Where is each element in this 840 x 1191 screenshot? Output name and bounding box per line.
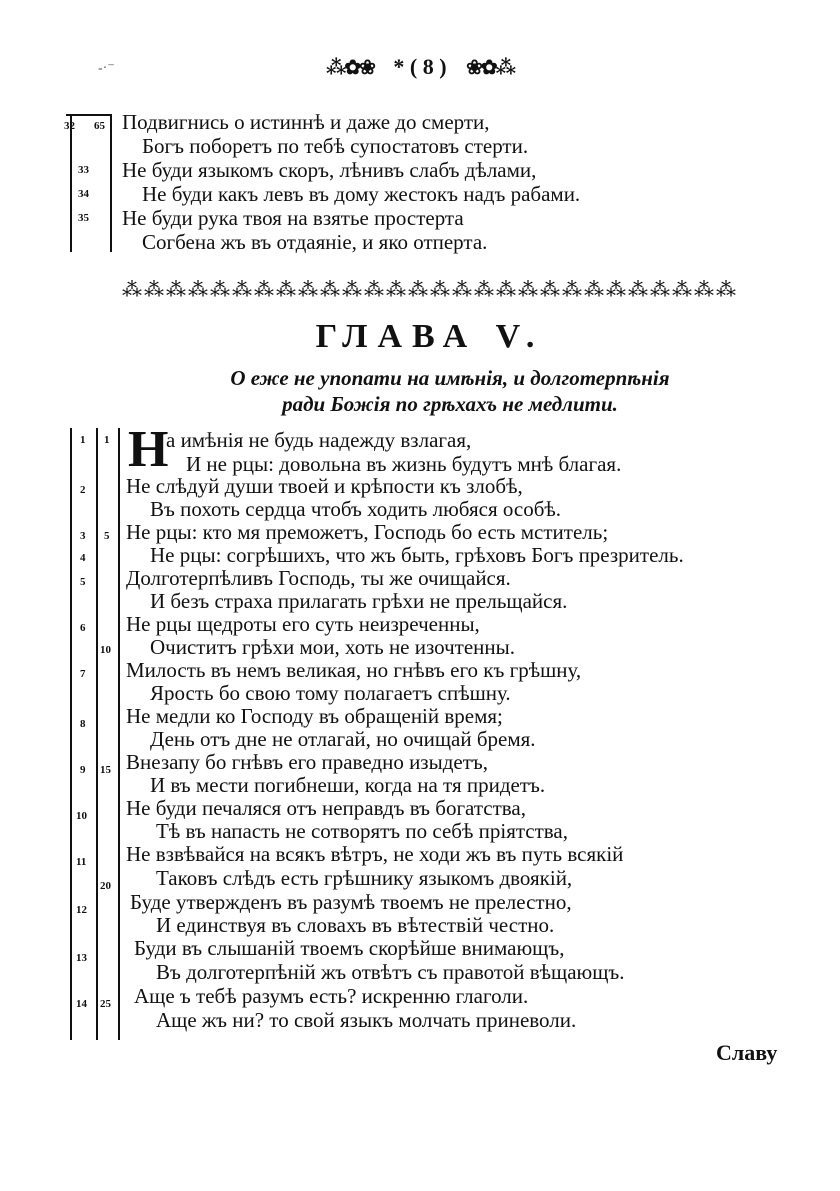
verse-line: Буди въ слышаній твоемъ скорѣйше внимающъ, [134, 936, 565, 960]
verse-line: Не рцы щедроты его суть неизреченны, [126, 612, 480, 636]
verse-number: 32 [64, 120, 75, 132]
verse-line: И не рцы: довольна въ жизнь будутъ мнѣ благая. [186, 452, 622, 476]
verse-line: Не рцы: кто мя преможетъ, Господь бо есть мститель; [126, 520, 609, 544]
line-number: 65 [94, 120, 105, 132]
verse-line: Внезапу бо гнѣвъ его праведно изыдетъ, [126, 750, 489, 774]
page-header [0, 54, 840, 94]
verse-number: 10 [76, 810, 87, 822]
verse-number: 9 [80, 764, 86, 776]
chapter-title: ГЛАВА V. [315, 318, 545, 355]
verse-line: Подвигнись о истиннѣ и даже до смерти, [122, 110, 490, 134]
verse-line: Богъ поборетъ по тебѣ супостатовъ стерти. [142, 134, 529, 158]
verse-number: 1 [80, 434, 86, 446]
verse-number: 2 [80, 484, 86, 496]
line-number: 25 [100, 998, 111, 1010]
line-number: 5 [104, 530, 110, 542]
line-number: 20 [100, 880, 111, 892]
verse-line: Не буди печаляся отъ неправдъ въ богатства, [126, 796, 526, 820]
verse-line: И безъ страха прилагать грѣхи не прельщайся. [150, 589, 568, 613]
verse-line: И единствуя въ словахъ въ вѣтествій честно. [156, 913, 555, 937]
verse-number: 12 [76, 904, 87, 916]
verse-number: 4 [80, 552, 86, 564]
verse-number: 8 [80, 718, 86, 730]
verse-line: Не рцы: согрѣшихъ, что жъ быть, грѣховъ Богъ презритель. [150, 543, 684, 567]
verse-line: Не взвѣвайся на всякъ вѣтръ, не ходи жъ въ путь всякій [126, 842, 624, 866]
margin-rule-inner [96, 428, 98, 1040]
chapter-subtitle-line1: О еже не упопати на имѣнія, и долготерпѣнія [230, 366, 670, 390]
verse-line: И въ мести погибнеши, когда на тя придетъ. [150, 773, 546, 797]
margin-rule-outer-top [70, 114, 72, 252]
verse-line: Не буди рука твоя на взятье простерта [122, 206, 464, 230]
verse-line: Аще жъ ни? то свой языкъ молчать приневоли. [156, 1008, 577, 1032]
line-number: 1 [104, 434, 110, 446]
verse-line: Аще ъ тебѣ разумъ есть? искренню глаголи. [134, 984, 529, 1008]
verse-line: Согбена жъ въ отдаяніе, и яко отперта. [142, 230, 488, 254]
catchword: Славу [716, 1040, 778, 1065]
verse-line: Не медли ко Господу въ обращеній время; [126, 704, 503, 728]
verse-number: 6 [80, 622, 86, 634]
header-ornament-left: ⁂✿❀ [325, 57, 374, 79]
chapter-subtitle-line2: ради Божія по грѣхахъ не медлити. [282, 392, 618, 416]
drop-cap: Н [128, 421, 169, 478]
verse-number: 7 [80, 668, 86, 680]
verse-line: Въ похоть сердца чтобъ ходить любяся особѣ. [150, 497, 562, 521]
verse-number: 5 [80, 576, 86, 588]
margin-rule-top-cap [66, 114, 112, 116]
header-ornament-right: ❀✿⁂ [466, 57, 515, 79]
margin-rule-text [118, 428, 120, 1040]
verse-line: Милость въ немъ великая, но гнѣвъ его къ грѣшну, [126, 658, 582, 682]
page-number: * ( 8 ) [393, 54, 447, 79]
margin-rule-inner-top [110, 114, 112, 252]
verse-number: 34 [78, 188, 89, 200]
verse-number: 33 [78, 164, 89, 176]
verse-line: Въ долготерпѣній жъ отвѣтъ съ правотой вѣщающъ. [156, 960, 625, 984]
verse-line: Очиститъ грѣхи мои, хоть не изочтенны. [150, 635, 516, 659]
margin-rule-outer [70, 428, 72, 1040]
verse-line: Ярость бо свою тому полагаетъ спѣшну. [150, 681, 511, 705]
verse-line: Не буди языкомъ скоръ, лѣнивъ слабъ дѣлами, [122, 158, 537, 182]
verse-line: Буде утвержденъ въ разумѣ твоемъ не прелестно, [130, 890, 572, 914]
verse-number: 14 [76, 998, 87, 1010]
verse-line: Не буди какъ левъ въ дому жестокъ надъ рабами. [142, 182, 581, 206]
verse-line: День отъ дне не отлагай, но очищай бремя. [150, 727, 536, 751]
verse-line: Не слѣдуй души твоей и крѣпости къ злобѣ, [126, 474, 523, 498]
line-number: 15 [100, 764, 111, 776]
verse-number: 3 [80, 530, 86, 542]
verse-line: а имѣнія не будь надежду взлагая, [166, 428, 472, 452]
ornament-divider: ⁂⁂⁂⁂⁂⁂⁂⁂⁂⁂⁂⁂⁂⁂⁂⁂⁂⁂⁂⁂⁂⁂⁂⁂⁂⁂⁂⁂ [122, 279, 738, 301]
verse-line: Тѣ въ напасть не сотворятъ по себѣ пріятства, [156, 819, 568, 843]
ink-speck: -·⁻ [98, 61, 115, 76]
verse-line: Долготерпѣливъ Господь, ты же очищайся. [126, 566, 511, 590]
verse-line: Таковъ слѣдъ есть грѣшнику языкомъ двоякій, [156, 866, 573, 890]
verse-number: 11 [76, 856, 87, 868]
verse-number: 13 [76, 952, 87, 964]
verse-number: 35 [78, 212, 89, 224]
line-number: 10 [100, 644, 111, 656]
